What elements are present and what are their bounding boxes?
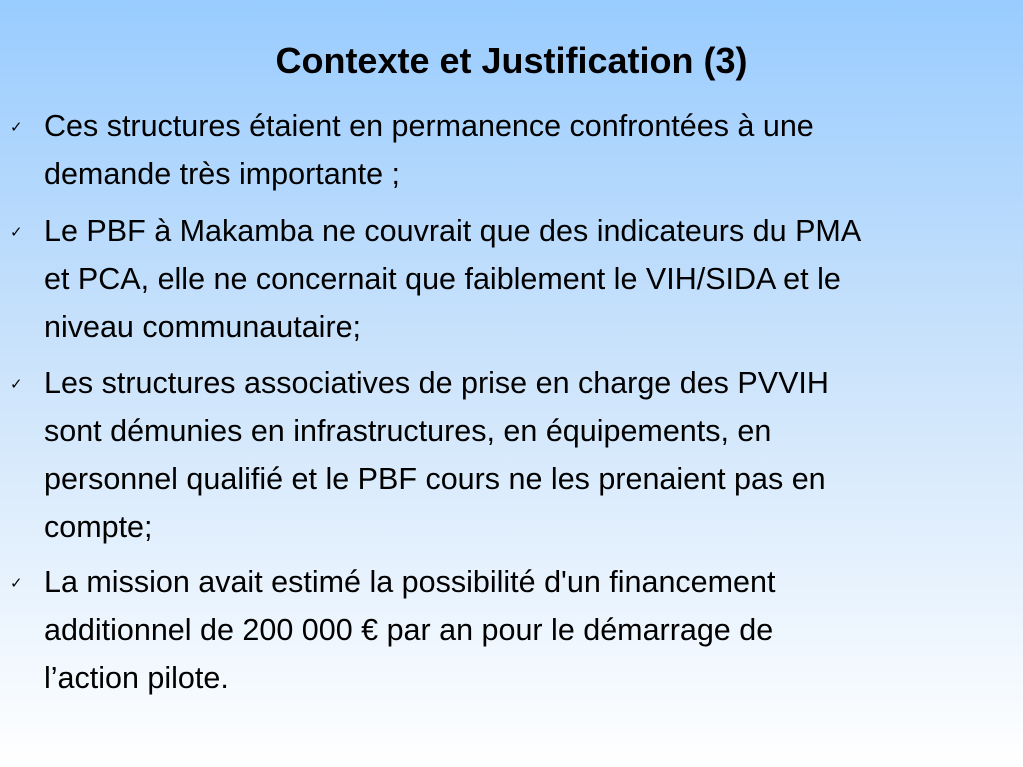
- bullet-line: Ces structures étaient en permanence confrontées à une: [44, 109, 814, 143]
- checkmark-icon: ✓: [10, 574, 23, 592]
- bullet-line: Les structures associatives de prise en charge des PVVIH: [44, 366, 829, 400]
- bullet-line: compte;: [44, 510, 153, 544]
- bullet-line: personnel qualifié et le PBF cours ne les prenaient pas en: [44, 462, 826, 496]
- slide-title: Contexte et Justification (3): [275, 40, 748, 81]
- bullet-line: l’action pilote.: [44, 661, 229, 695]
- bullet-line: demande très importante ;: [44, 157, 401, 191]
- checkmark-icon: ✓: [10, 223, 23, 241]
- bullet-line: additionnel de 200 000 € par an pour le démarrage de: [44, 613, 774, 647]
- checkmark-icon: ✓: [10, 118, 23, 136]
- checkmark-icon: ✓: [10, 375, 23, 393]
- bullet-line: Le PBF à Makamba ne couvrait que des indicateurs du PMA: [44, 214, 862, 248]
- bullet-line: et PCA, elle ne concernait que faiblement le VIH/SIDA et le: [44, 262, 841, 296]
- bullet-text: [44, 207, 1019, 351]
- bullet-text: [44, 359, 1019, 551]
- bullet-text: [44, 102, 1019, 198]
- bullet-line: La mission avait estimé la possibilité d'un financement: [44, 565, 776, 599]
- bullet-line: sont démunies en infrastructures, en équipements, en: [44, 414, 772, 448]
- bullet-line: niveau communautaire;: [44, 310, 362, 344]
- bullet-text: [44, 558, 1019, 702]
